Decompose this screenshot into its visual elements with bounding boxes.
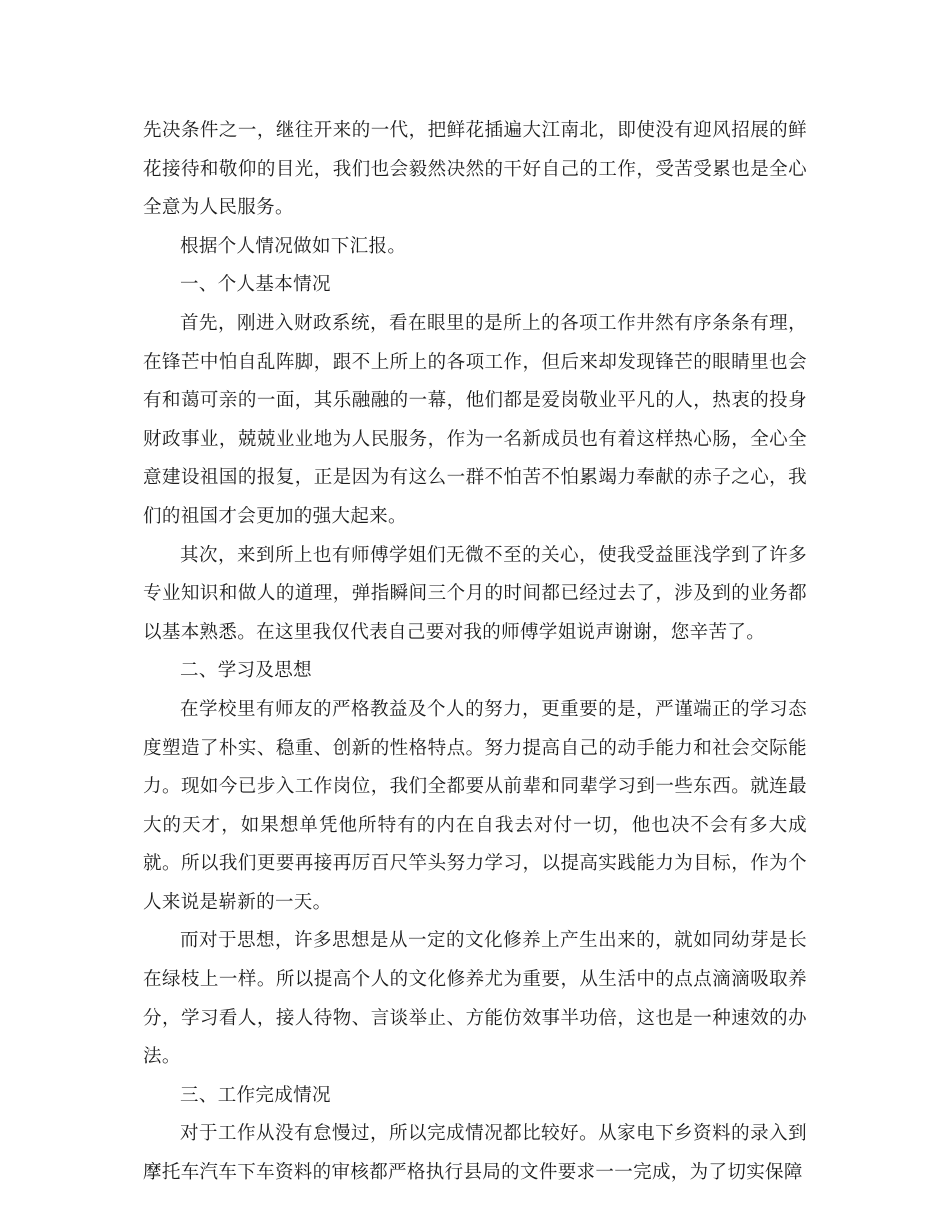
paragraph: 在学校里有师友的严格教益及个人的努力，更重要的是，严谨端正的学习态度塑造了朴实、稳重、创新的性格特点。努力提高自己的动手能力和社会交际能力。现如今已步入工作岗位，我们全都要从前辈和同辈学习到一些东西。就连最大的天才，如果想单凭他所特有的内在自我去对付一切，他也决不会有多大成就。所以我们更要再接再厉百尺竿头努力学习，以提高实践能力为目标，作为个人来说是崭新的一天。 (143, 698, 807, 913)
section-heading: 二、学习及思想 (180, 660, 312, 682)
paragraph: 对于工作从没有怠慢过，所以完成情况都比较好。从家电下乡资料的录入到摩托车汽车下车资料的审核都严格执行县局的文件要求一一完成，为了切实保障 (143, 1123, 807, 1184)
paragraph: 根据个人情况做如下汇报。 (180, 235, 407, 257)
document-body (143, 112, 807, 1193)
paragraph: 而对于思想，许多思想是从一定的文化修养上产生出来的，就如同幼芽是长在绿枝上一样。所以提高个人的文化修养尤为重要，从生活中的点点滴滴吸取养分，学习看人，接人待物、言谈举止、方能仿效事半功倍，这也是一种速效的办法。 (143, 930, 807, 1068)
paragraph: 其次，来到所上也有师傅学姐们无微不至的关心，使我受益匪浅学到了许多专业知识和做人的道理，弹指瞬间三个月的时间都已经过去了，涉及到的业务都以基本熟悉。在这里我仅代表自己要对我的师傅学姐说声谢谢，您辛苦了。 (143, 544, 807, 643)
paragraph: 首先，刚进入财政系统，看在眼里的是所上的各项工作井然有序条条有理，在锋芒中怕自乱阵脚，跟不上所上的各项工作，但后来却发现锋芒的眼睛里也会有和蔼可亲的一面，其乐融融的一幕，他们都是爱岗敬业平凡的人，热衷的投身财政事业，兢兢业业地为人民服务，作为一名新成员也有着这样热心肠，全心全意建设祖国的报复，正是因为有这么一群不怕苦不怕累竭力奉献的赤子之心，我们的祖国才会更加的强大起来。 (143, 312, 807, 527)
section-heading: 一、个人基本情况 (180, 274, 331, 296)
paragraph: 先决条件之一，继往开来的一代，把鲜花插遍大江南北，即使没有迎风招展的鲜花接待和敬仰的目光，我们也会毅然决然的干好自己的工作，受苦受累也是全心全意为人民服务。 (143, 120, 807, 219)
section-heading: 三、工作完成情况 (180, 1084, 331, 1106)
